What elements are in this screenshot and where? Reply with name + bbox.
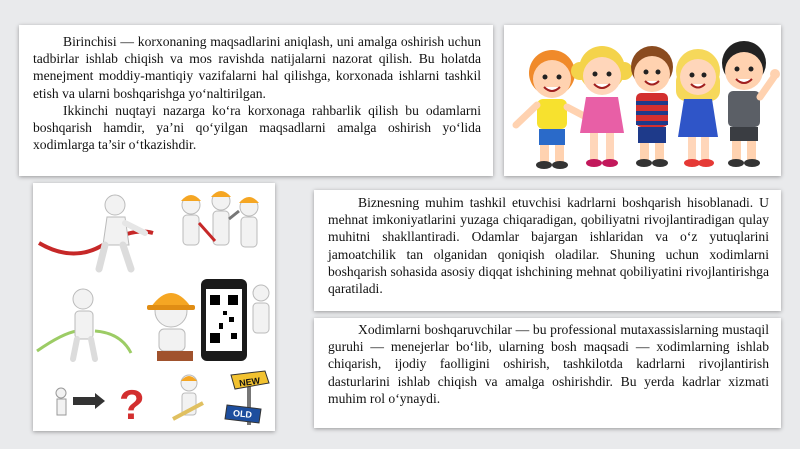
paragraph: Ikkinchi nuqtayi nazarga ko‘ra korxonaga rahbarlik qilish bu odamlarni boshqarish hamdir, ya’ni qo‘yilgan maqsadlarni amalga oshirish yo‘lida xodimlarga ta’sir o‘tkazishdir. — [33, 102, 481, 153]
worker-with-ruler — [173, 375, 203, 419]
worker-with-plug — [37, 289, 131, 359]
worker-with-arrow — [56, 388, 105, 415]
paragraph: Xodimlarni boshqaruvchilar — bu professional mutaxassislarning mustaqil guruhi — menejerlar bo‘lib, ularning bosh maqsadi — xodimlarning ishlab chiqarish, ijodiy faolligini oshirish, tashkilotda kadrlarni rivojlantirish dasturlarini ishlab chiqish va amalga oshirishdir. Bu yerda kadrlar xizmati muhim rol o‘ynaydi. — [328, 322, 769, 406]
question-mark-icon: ? — [119, 381, 145, 428]
text-card-goals — [19, 25, 493, 176]
child-figure — [631, 46, 673, 167]
workers-collage — [33, 183, 275, 431]
child-figure — [676, 49, 720, 167]
worker-with-hardhat — [147, 293, 195, 361]
children-illustration — [504, 25, 781, 176]
paragraph: Biznesning muhim tashkil etuvchisi kadrlarni boshqarish hisoblanadi. U mehnat imkoniyatlarini yuzaga chiqaradigan, qobiliyatni rivojlantiradigan qulay muhitni shakllantiradi. Odamlar bajargan ishlaridan va o‘z yutuqlarini jamoatchilik tan olganidan qoniqish oladilar. Shuning uchun xodimlarni boshqarish sohasida asosiy diqqat ishchining mehnat qobiliyatini rivojlantirishga qaratiladi. — [328, 195, 769, 297]
text-card-hr-managers — [314, 318, 781, 428]
phone-qr-icon — [201, 279, 269, 361]
paragraph: Birinchisi — korxonaning maqsadlarini aniqlash, uni amalga oshirish uchun tadbirlar ishlab chiqish va mos ravishda natijalarni nazorat qilish. Bu holatda menejment moddiy-mantiqiy vazifalarni hal qilishga, korxonada ishlarni tashkil etish va ularni boshqarishga yo‘naltirilgan. — [33, 34, 481, 101]
sign-new-label: NEW — [238, 375, 261, 389]
children-holding-hands-icon — [504, 25, 781, 176]
new-old-signpost — [225, 371, 269, 425]
worker-with-cable — [39, 195, 153, 269]
text-card-personnel-management — [314, 190, 781, 311]
child-figure — [571, 46, 633, 167]
3d-workers-collage-icon — [33, 183, 275, 431]
sign-old-label: OLD — [232, 407, 253, 420]
worker-team — [181, 191, 259, 247]
child-figure — [722, 41, 780, 167]
